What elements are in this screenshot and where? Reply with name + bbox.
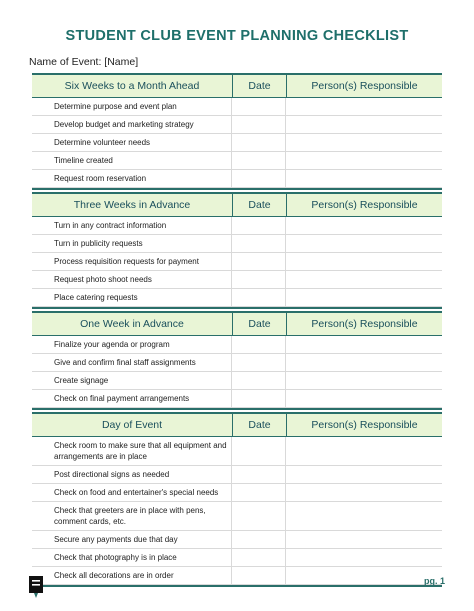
task-text: Post directional signs as needed: [54, 470, 170, 479]
section-one-week: [32, 311, 442, 410]
date-column-header: Date: [233, 75, 287, 97]
person-cell[interactable]: [286, 354, 442, 371]
person-cell[interactable]: [286, 484, 442, 501]
task-text: Check all decorations are in order: [54, 571, 174, 580]
date-column-header: Date: [233, 313, 287, 335]
section-header: [32, 194, 442, 217]
table-row: [32, 390, 442, 408]
person-cell[interactable]: [286, 372, 442, 389]
task-text: Check on food and entertainer's special needs: [54, 488, 219, 497]
page-title: STUDENT CLUB EVENT PLANNING CHECKLIST: [65, 28, 409, 44]
person-cell[interactable]: [286, 271, 442, 288]
table-row: [32, 289, 442, 307]
person-cell[interactable]: [286, 289, 442, 306]
task-text: Determine purpose and event plan: [54, 102, 177, 111]
date-cell[interactable]: [232, 134, 286, 151]
table-row: [32, 354, 442, 372]
person-cell[interactable]: [286, 437, 442, 465]
table-row: [32, 567, 442, 585]
section-day-of-event: [32, 412, 442, 587]
date-cell[interactable]: [232, 437, 286, 465]
date-cell[interactable]: [232, 531, 286, 548]
person-cell[interactable]: [286, 466, 442, 483]
person-cell[interactable]: [286, 116, 442, 133]
task-text: Check on final payment arrangements: [54, 394, 190, 403]
task-text: Turn in any contract information: [54, 221, 167, 230]
table-row: [32, 134, 442, 152]
person-cell[interactable]: [286, 549, 442, 566]
date-cell[interactable]: [232, 354, 286, 371]
event-name-line: Name of Event: [Name]: [29, 56, 139, 68]
task-text: Place catering requests: [54, 293, 138, 302]
section-three-weeks: [32, 192, 442, 309]
date-cell[interactable]: [232, 235, 286, 252]
table-row: [32, 372, 442, 390]
task-text: Request room reservation: [54, 174, 147, 183]
table-row: [32, 170, 442, 188]
date-cell[interactable]: [232, 253, 286, 270]
person-cell[interactable]: [286, 152, 442, 169]
table-row: [32, 502, 442, 531]
task-text: Give and confirm final staff assignments: [54, 358, 196, 367]
date-cell[interactable]: [232, 98, 286, 115]
date-cell[interactable]: [232, 170, 286, 187]
task-text: Check room to make sure that all equipment and arrangements are in place: [54, 441, 227, 461]
date-cell[interactable]: [232, 336, 286, 353]
section-header: [32, 414, 442, 437]
date-cell[interactable]: [232, 116, 286, 133]
date-cell[interactable]: [232, 484, 286, 501]
task-text: Finalize your agenda or program: [54, 340, 170, 349]
date-cell[interactable]: [232, 549, 286, 566]
person-cell[interactable]: [286, 531, 442, 548]
table-row: [32, 484, 442, 502]
table-row: [32, 98, 442, 116]
document-logo-icon: [26, 573, 46, 599]
person-cell[interactable]: [286, 134, 442, 151]
person-cell[interactable]: [286, 235, 442, 252]
section-heading: Six Weeks to a Month Ahead: [32, 75, 233, 97]
person-column-header: Person(s) Responsible: [311, 419, 418, 431]
table-row: [32, 271, 442, 289]
table-row: [32, 253, 442, 271]
section-six-weeks: [32, 73, 442, 190]
table-row: [32, 116, 442, 134]
person-cell[interactable]: [286, 567, 442, 584]
page-number: pg. 1: [423, 576, 445, 586]
table-row: [32, 217, 442, 235]
table-row: [32, 531, 442, 549]
date-cell[interactable]: [232, 567, 286, 584]
date-cell[interactable]: [232, 390, 286, 407]
task-text: Request photo shoot needs: [54, 275, 152, 284]
task-text: Develop budget and marketing strategy: [54, 120, 194, 129]
person-column-header: Person(s) Responsible: [311, 199, 418, 211]
table-row: [32, 549, 442, 567]
task-text: Process requisition requests for payment: [54, 257, 199, 266]
task-text: Turn in publicity requests: [54, 239, 143, 248]
task-text: Check that photography is in place: [54, 553, 177, 562]
section-heading: One Week in Advance: [32, 313, 233, 335]
date-column-header: Date: [233, 194, 287, 216]
person-column-header: Person(s) Responsible: [311, 318, 418, 330]
date-cell[interactable]: [232, 372, 286, 389]
date-cell[interactable]: [232, 152, 286, 169]
table-row: [32, 235, 442, 253]
task-text: Determine volunteer needs: [54, 138, 151, 147]
section-heading: Day of Event: [32, 414, 233, 436]
section-header: [32, 75, 442, 98]
person-cell[interactable]: [286, 502, 442, 530]
person-cell[interactable]: [286, 98, 442, 115]
date-cell[interactable]: [232, 502, 286, 530]
date-cell[interactable]: [232, 466, 286, 483]
person-cell[interactable]: [286, 390, 442, 407]
section-header: [32, 313, 442, 336]
date-cell[interactable]: [232, 217, 286, 234]
person-column-header: Person(s) Responsible: [311, 80, 418, 92]
date-column-header: Date: [233, 414, 287, 436]
date-cell[interactable]: [232, 271, 286, 288]
person-cell[interactable]: [286, 170, 442, 187]
section-heading: Three Weeks in Advance: [32, 194, 233, 216]
table-row: [32, 336, 442, 354]
table-row: [32, 437, 442, 466]
person-cell[interactable]: [286, 253, 442, 270]
task-text: Secure any payments due that day: [54, 535, 178, 544]
person-cell[interactable]: [286, 217, 442, 234]
task-text: Timeline created: [54, 156, 113, 165]
table-row: [32, 152, 442, 170]
task-text: Check that greeters are in place with pens, comment cards, etc.: [54, 506, 206, 526]
person-cell[interactable]: [286, 336, 442, 353]
date-cell[interactable]: [232, 289, 286, 306]
task-text: Create signage: [54, 376, 109, 385]
table-row: [32, 466, 442, 484]
